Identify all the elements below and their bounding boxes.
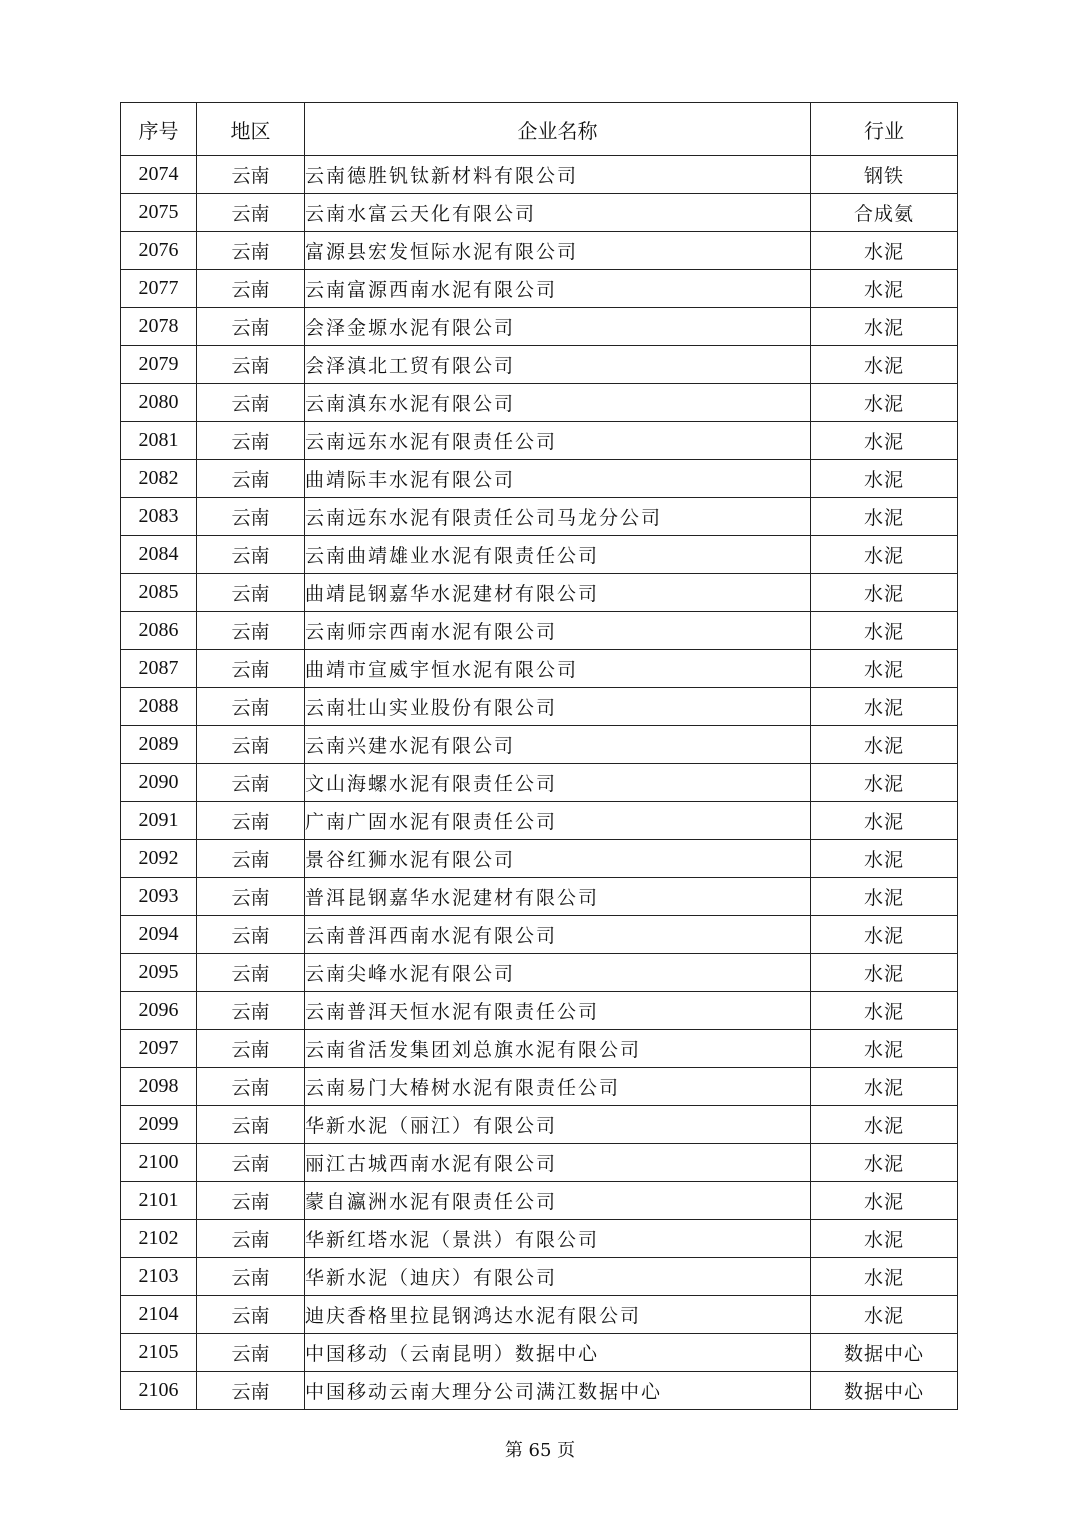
cell-company-name: 云南省活发集团刘总旗水泥有限公司 bbox=[305, 1030, 811, 1068]
cell-region: 云南 bbox=[197, 1144, 305, 1182]
cell-serial-number: 2083 bbox=[121, 498, 197, 536]
cell-region: 云南 bbox=[197, 384, 305, 422]
table-row bbox=[121, 1106, 958, 1144]
cell-industry: 水泥 bbox=[811, 422, 958, 460]
cell-region: 云南 bbox=[197, 878, 305, 916]
cell-company-name: 文山海螺水泥有限责任公司 bbox=[305, 764, 811, 802]
cell-region: 云南 bbox=[197, 1030, 305, 1068]
table-row bbox=[121, 422, 958, 460]
cell-region: 云南 bbox=[197, 612, 305, 650]
cell-region: 云南 bbox=[197, 726, 305, 764]
cell-industry: 水泥 bbox=[811, 536, 958, 574]
cell-company-name: 曲靖市宣威宇恒水泥有限公司 bbox=[305, 650, 811, 688]
cell-region: 云南 bbox=[197, 460, 305, 498]
cell-serial-number: 2086 bbox=[121, 612, 197, 650]
cell-serial-number: 2079 bbox=[121, 346, 197, 384]
cell-company-name: 云南滇东水泥有限公司 bbox=[305, 384, 811, 422]
cell-region: 云南 bbox=[197, 1334, 305, 1372]
cell-company-name: 云南曲靖雄业水泥有限责任公司 bbox=[305, 536, 811, 574]
cell-industry: 水泥 bbox=[811, 840, 958, 878]
page-number: 第 65 页 bbox=[504, 1440, 576, 1461]
table-row bbox=[121, 1258, 958, 1296]
cell-region: 云南 bbox=[197, 688, 305, 726]
cell-serial-number: 2076 bbox=[121, 232, 197, 270]
cell-company-name: 云南普洱西南水泥有限公司 bbox=[305, 916, 811, 954]
table-row bbox=[121, 460, 958, 498]
cell-industry: 水泥 bbox=[811, 878, 958, 916]
table-row bbox=[121, 688, 958, 726]
cell-serial-number: 2100 bbox=[121, 1144, 197, 1182]
table-row bbox=[121, 1068, 958, 1106]
table-row bbox=[121, 270, 958, 308]
table-row bbox=[121, 346, 958, 384]
cell-serial-number: 2078 bbox=[121, 308, 197, 346]
cell-industry: 水泥 bbox=[811, 308, 958, 346]
table-row bbox=[121, 1030, 958, 1068]
table-body bbox=[121, 156, 958, 1410]
cell-industry: 水泥 bbox=[811, 1144, 958, 1182]
cell-industry: 水泥 bbox=[811, 1106, 958, 1144]
cell-serial-number: 2105 bbox=[121, 1334, 197, 1372]
cell-region: 云南 bbox=[197, 992, 305, 1030]
header-company-name: 企业名称 bbox=[305, 103, 811, 156]
table-row bbox=[121, 878, 958, 916]
cell-industry: 水泥 bbox=[811, 270, 958, 308]
cell-region: 云南 bbox=[197, 270, 305, 308]
table-row bbox=[121, 764, 958, 802]
table-row bbox=[121, 612, 958, 650]
cell-serial-number: 2087 bbox=[121, 650, 197, 688]
cell-industry: 水泥 bbox=[811, 764, 958, 802]
cell-company-name: 丽江古城西南水泥有限公司 bbox=[305, 1144, 811, 1182]
cell-industry: 水泥 bbox=[811, 688, 958, 726]
cell-serial-number: 2096 bbox=[121, 992, 197, 1030]
cell-region: 云南 bbox=[197, 422, 305, 460]
cell-region: 云南 bbox=[197, 308, 305, 346]
cell-serial-number: 2098 bbox=[121, 1068, 197, 1106]
cell-industry: 水泥 bbox=[811, 460, 958, 498]
cell-serial-number: 2074 bbox=[121, 156, 197, 194]
cell-serial-number: 2080 bbox=[121, 384, 197, 422]
cell-serial-number: 2092 bbox=[121, 840, 197, 878]
table-row bbox=[121, 156, 958, 194]
cell-company-name: 云南壮山实业股份有限公司 bbox=[305, 688, 811, 726]
cell-company-name: 广南广固水泥有限责任公司 bbox=[305, 802, 811, 840]
header-industry: 行业 bbox=[811, 103, 958, 156]
table-row bbox=[121, 232, 958, 270]
cell-serial-number: 2103 bbox=[121, 1258, 197, 1296]
cell-serial-number: 2077 bbox=[121, 270, 197, 308]
table-row bbox=[121, 916, 958, 954]
cell-industry: 水泥 bbox=[811, 574, 958, 612]
cell-region: 云南 bbox=[197, 764, 305, 802]
cell-company-name: 云南尖峰水泥有限公司 bbox=[305, 954, 811, 992]
table-row bbox=[121, 954, 958, 992]
cell-region: 云南 bbox=[197, 650, 305, 688]
header-serial-number: 序号 bbox=[121, 103, 197, 156]
cell-serial-number: 2106 bbox=[121, 1372, 197, 1410]
cell-industry: 水泥 bbox=[811, 498, 958, 536]
cell-industry: 水泥 bbox=[811, 1030, 958, 1068]
cell-company-name: 云南易门大椿树水泥有限责任公司 bbox=[305, 1068, 811, 1106]
cell-company-name: 曲靖昆钢嘉华水泥建材有限公司 bbox=[305, 574, 811, 612]
cell-company-name: 云南远东水泥有限责任公司 bbox=[305, 422, 811, 460]
table-row bbox=[121, 1144, 958, 1182]
cell-region: 云南 bbox=[197, 498, 305, 536]
cell-company-name: 蒙自瀛洲水泥有限责任公司 bbox=[305, 1182, 811, 1220]
enterprise-table bbox=[120, 102, 958, 1410]
cell-company-name: 华新红塔水泥（景洪）有限公司 bbox=[305, 1220, 811, 1258]
cell-serial-number: 2099 bbox=[121, 1106, 197, 1144]
cell-region: 云南 bbox=[197, 156, 305, 194]
cell-industry: 水泥 bbox=[811, 650, 958, 688]
cell-industry: 水泥 bbox=[811, 992, 958, 1030]
cell-industry: 水泥 bbox=[811, 1068, 958, 1106]
table-row bbox=[121, 840, 958, 878]
cell-industry: 水泥 bbox=[811, 1258, 958, 1296]
cell-company-name: 云南兴建水泥有限公司 bbox=[305, 726, 811, 764]
cell-serial-number: 2095 bbox=[121, 954, 197, 992]
cell-industry: 水泥 bbox=[811, 916, 958, 954]
cell-region: 云南 bbox=[197, 1220, 305, 1258]
cell-region: 云南 bbox=[197, 1182, 305, 1220]
cell-company-name: 会泽滇北工贸有限公司 bbox=[305, 346, 811, 384]
cell-region: 云南 bbox=[197, 536, 305, 574]
cell-region: 云南 bbox=[197, 574, 305, 612]
cell-company-name: 云南师宗西南水泥有限公司 bbox=[305, 612, 811, 650]
cell-industry: 合成氨 bbox=[811, 194, 958, 232]
cell-industry: 水泥 bbox=[811, 726, 958, 764]
table-row bbox=[121, 1220, 958, 1258]
header-region: 地区 bbox=[197, 103, 305, 156]
table-row bbox=[121, 536, 958, 574]
cell-company-name: 中国移动（云南昆明）数据中心 bbox=[305, 1334, 811, 1372]
cell-region: 云南 bbox=[197, 802, 305, 840]
table-row bbox=[121, 726, 958, 764]
table-row bbox=[121, 384, 958, 422]
cell-serial-number: 2085 bbox=[121, 574, 197, 612]
cell-serial-number: 2075 bbox=[121, 194, 197, 232]
table-row bbox=[121, 1182, 958, 1220]
cell-serial-number: 2082 bbox=[121, 460, 197, 498]
cell-company-name: 富源县宏发恒际水泥有限公司 bbox=[305, 232, 811, 270]
cell-industry: 水泥 bbox=[811, 612, 958, 650]
cell-region: 云南 bbox=[197, 840, 305, 878]
cell-serial-number: 2091 bbox=[121, 802, 197, 840]
cell-industry: 钢铁 bbox=[811, 156, 958, 194]
cell-industry: 水泥 bbox=[811, 954, 958, 992]
cell-serial-number: 2090 bbox=[121, 764, 197, 802]
cell-region: 云南 bbox=[197, 1106, 305, 1144]
cell-region: 云南 bbox=[197, 346, 305, 384]
cell-region: 云南 bbox=[197, 1372, 305, 1410]
cell-industry: 水泥 bbox=[811, 384, 958, 422]
table-row bbox=[121, 650, 958, 688]
cell-region: 云南 bbox=[197, 194, 305, 232]
cell-serial-number: 2094 bbox=[121, 916, 197, 954]
cell-company-name: 云南德胜钒钛新材料有限公司 bbox=[305, 156, 811, 194]
cell-industry: 数据中心 bbox=[811, 1372, 958, 1410]
cell-industry: 水泥 bbox=[811, 802, 958, 840]
table-row bbox=[121, 194, 958, 232]
table-row bbox=[121, 1334, 958, 1372]
cell-industry: 数据中心 bbox=[811, 1334, 958, 1372]
cell-serial-number: 2089 bbox=[121, 726, 197, 764]
cell-region: 云南 bbox=[197, 954, 305, 992]
cell-region: 云南 bbox=[197, 916, 305, 954]
table-row bbox=[121, 498, 958, 536]
table-row bbox=[121, 308, 958, 346]
cell-serial-number: 2081 bbox=[121, 422, 197, 460]
cell-industry: 水泥 bbox=[811, 346, 958, 384]
cell-region: 云南 bbox=[197, 232, 305, 270]
cell-company-name: 云南富源西南水泥有限公司 bbox=[305, 270, 811, 308]
cell-company-name: 华新水泥（迪庆）有限公司 bbox=[305, 1258, 811, 1296]
cell-serial-number: 2093 bbox=[121, 878, 197, 916]
cell-company-name: 会泽金塬水泥有限公司 bbox=[305, 308, 811, 346]
cell-region: 云南 bbox=[197, 1258, 305, 1296]
cell-serial-number: 2104 bbox=[121, 1296, 197, 1334]
cell-company-name: 曲靖际丰水泥有限公司 bbox=[305, 460, 811, 498]
cell-company-name: 中国移动云南大理分公司满江数据中心 bbox=[305, 1372, 811, 1410]
cell-industry: 水泥 bbox=[811, 1296, 958, 1334]
cell-industry: 水泥 bbox=[811, 1220, 958, 1258]
cell-serial-number: 2102 bbox=[121, 1220, 197, 1258]
cell-company-name: 普洱昆钢嘉华水泥建材有限公司 bbox=[305, 878, 811, 916]
table-header-row bbox=[121, 103, 958, 156]
cell-company-name: 云南普洱天恒水泥有限责任公司 bbox=[305, 992, 811, 1030]
cell-serial-number: 2088 bbox=[121, 688, 197, 726]
cell-region: 云南 bbox=[197, 1296, 305, 1334]
cell-company-name: 迪庆香格里拉昆钢鸿达水泥有限公司 bbox=[305, 1296, 811, 1334]
cell-company-name: 华新水泥（丽江）有限公司 bbox=[305, 1106, 811, 1144]
cell-company-name: 景谷红狮水泥有限公司 bbox=[305, 840, 811, 878]
table-row bbox=[121, 802, 958, 840]
cell-serial-number: 2097 bbox=[121, 1030, 197, 1068]
cell-company-name: 云南水富云天化有限公司 bbox=[305, 194, 811, 232]
table-row bbox=[121, 574, 958, 612]
table-row bbox=[121, 1372, 958, 1410]
cell-industry: 水泥 bbox=[811, 232, 958, 270]
cell-serial-number: 2101 bbox=[121, 1182, 197, 1220]
table-row bbox=[121, 992, 958, 1030]
cell-industry: 水泥 bbox=[811, 1182, 958, 1220]
cell-serial-number: 2084 bbox=[121, 536, 197, 574]
table-row bbox=[121, 1296, 958, 1334]
cell-region: 云南 bbox=[197, 1068, 305, 1106]
cell-company-name: 云南远东水泥有限责任公司马龙分公司 bbox=[305, 498, 811, 536]
